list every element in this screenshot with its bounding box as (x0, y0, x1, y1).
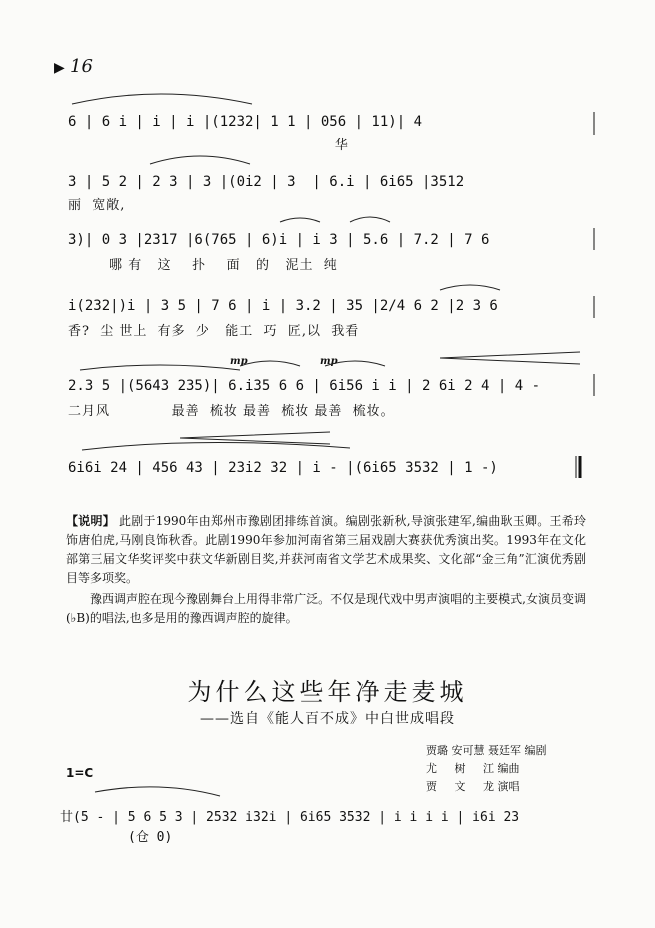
dynamic-mark: mp (320, 356, 338, 367)
page-marker-arrow: ▶ (54, 60, 65, 76)
credit-line: 贾 文 龙 演唱 (426, 780, 520, 793)
lyric-line: 华 (68, 138, 349, 153)
song-title: 为什么这些年净走麦城 (187, 678, 468, 706)
score-row: 廿(5 - | 5 6 5 3 | 2532 i32i | 6i65 3532 | i i i i | i6i 23 (60, 810, 520, 825)
score-row: 3)| 0 3 |2317 |6(765 | 6)i | i 3 | 5.6 | 7.2 | 7 6 (68, 232, 490, 248)
explanation-note-2 (66, 590, 586, 628)
score-row: 3 | 5 2 | 2 3 | 3 |(0i2 | 3 | 6.i | 6i65 |3512 (68, 174, 465, 190)
lyric-line: 二月风 最善 梳妆 最善 梳妆 最善 梳妆。 (68, 404, 395, 419)
percussion-note: (仓 0) (128, 830, 173, 845)
lyric-line: 哪 有 这 扑 面 的 泥土 纯 (68, 258, 338, 273)
note-label: 【说明】 (66, 514, 115, 528)
credit-line: 尤 树 江 编曲 (426, 762, 520, 775)
page-number: 16 (70, 56, 93, 77)
score-row: 2.3 5 |(5643 235)| 6.i35 6 6 | 6i56 i i | 2 6i 2 4 | 4 - (68, 378, 541, 394)
note-paragraph-2: 豫西调声腔在现今豫剧舞台上用得非常广泛。不仅是现代戏中男声演唱的主要模式,女演员变调(♭B)的唱法,也多是用的豫西调声腔的旋律。 (66, 592, 586, 625)
score-row: i(232|)i | 3 5 | 7 6 | i | 3.2 | 35 |2/4 6 2 |2 3 6 (68, 298, 498, 314)
credit-line: 贾璐 安可慧 聂廷军 编剧 (426, 744, 547, 757)
note-paragraph-1: 此剧于1990年由郑州市豫剧团排练首演。编剧张新秋,导演张建军,编曲耿玉卿。王希玲饰唐伯虎,马刚良饰秋香。此剧1990年参加河南省第三届戏剧大赛获优秀演出奖。1993年在文化部第三届文华奖评奖中获文华新剧目奖,并获河南省文学艺术成果奖、文化部“金三角”汇演优秀剧目等多项奖。 (66, 514, 586, 585)
song-subtitle: ——选自《能人百不成》中白世成唱段 (200, 711, 455, 727)
lyric-line: 丽 宽敞, (68, 198, 126, 213)
explanation-note (66, 512, 586, 588)
lyric-line: 香? 尘 世上 有多 少 能工 巧 匠,以 我看 (68, 324, 360, 339)
key-signature: 1=C (66, 766, 94, 780)
dynamic-mark: mp (230, 356, 248, 367)
score-row: 6 | 6 i | i | i |(1232| 1 1 | 056 | 11)| 4 (68, 114, 423, 130)
score-row: 6i6i 24 | 456 43 | 23i2 32 | i - |(6i65 3532 | 1 -) (68, 460, 498, 476)
